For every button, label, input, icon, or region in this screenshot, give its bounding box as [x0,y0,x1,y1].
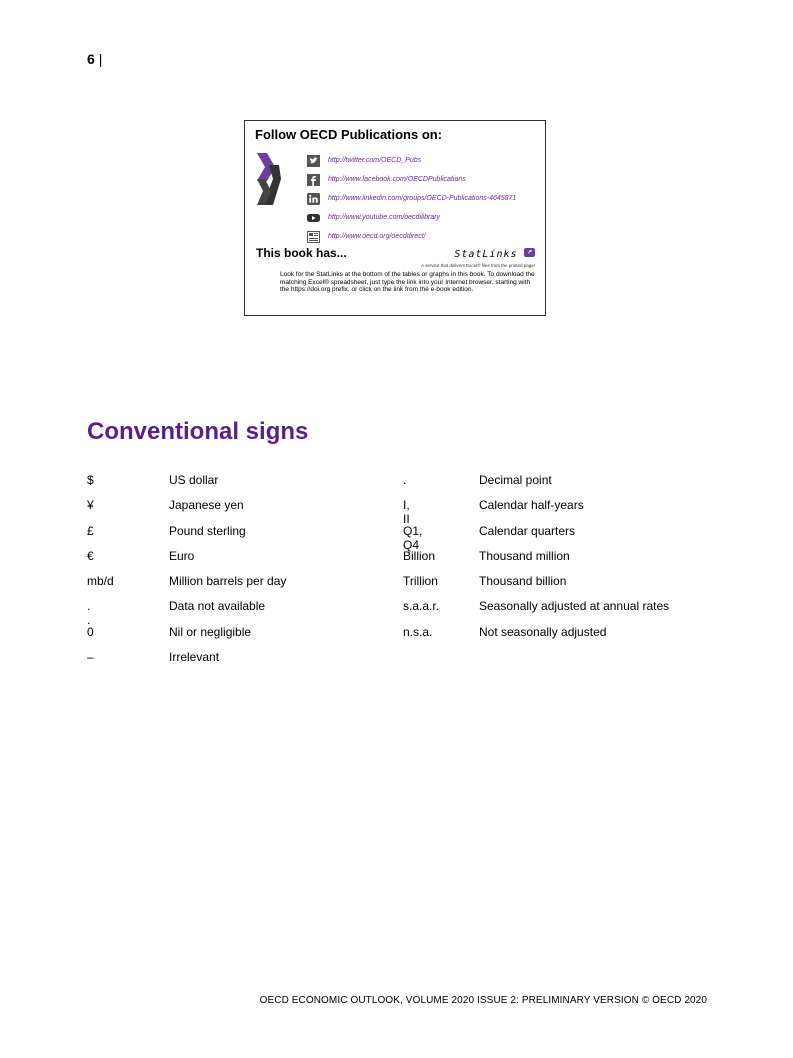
sign-meaning: Nil or negligible [169,624,252,639]
statlinks-description: Look for the StatLinks at the bottom of the tables or graphs in this book. To download the matching Excel® spreadsheet, just type the link into your Internet browser, starting with the https://doi.org prefix, or click on the link from the e-book edition. [280,271,535,293]
sign-symbol: $ [87,473,94,487]
sign-meaning: Thousand billion [479,574,567,589]
statlinks-name: StatLinks [454,249,518,260]
sign-symbol: – [87,650,94,665]
section-title: Conventional signs [87,418,309,445]
social-link-row[interactable] [307,170,516,189]
sign-meaning: Calendar quarters [479,523,576,538]
page-number-value: 6 [87,51,95,67]
sign-symbol: € [87,548,94,563]
linkedin-icon [307,193,320,205]
page-number [87,51,102,67]
sign-symbol: Trillion [403,574,438,589]
sign-symbol: I, II [403,498,410,527]
sign-symbol: s.a.a.r. [403,599,440,614]
page-footer: OECD ECONOMIC OUTLOOK, VOLUME 2020 ISSUE 2: PRELIMINARY VERSION © OECD 2020 [259,995,707,1006]
sign-symbol: . [403,473,407,487]
sign-symbol: Billion [403,548,436,563]
statlinks-tagline: A service that delivers Excel® files from the printed page! [421,263,535,268]
facebook-icon [307,174,320,186]
sign-meaning: Not seasonally adjusted [479,624,607,639]
sign-symbol: mb/d [87,574,114,589]
follow-oecd-box [244,120,546,316]
facebook-link[interactable]: http://www.facebook.com/OECDPublications [328,176,466,183]
oecd-logo-icon [255,151,283,207]
page-separator: | [98,51,103,67]
linkedin-link[interactable]: http://www.linkedin.com/groups/OECD-Publications-4645871 [328,195,517,202]
sign-meaning: Decimal point [479,473,552,487]
sign-meaning: Seasonally adjusted at annual rates [479,599,670,614]
youtube-link[interactable]: http://www.youtube.com/oecdilibrary [328,214,441,221]
sign-meaning: Irrelevant [169,650,220,665]
oecd-direct-link[interactable]: http://www.oecd.org/oecddirect/ [328,233,426,240]
sign-meaning: Calendar half-years [479,498,584,513]
sign-symbol: Q1, Q4 [403,523,423,552]
sign-meaning: Pound sterling [169,523,246,538]
social-links [307,151,516,246]
sign-meaning: Japanese yen [169,498,244,513]
statlinks-brand [421,244,535,268]
social-link-row[interactable] [307,151,516,170]
sign-symbol: £ [87,523,94,538]
sign-symbol: 0 [87,624,94,639]
sign-meaning: US dollar [169,473,219,487]
sign-symbol: ¥ [87,498,94,513]
youtube-icon [307,212,320,224]
sign-meaning: Euro [169,548,195,563]
sign-meaning: Data not available [169,599,266,614]
sign-symbol: . . [87,599,91,628]
social-link-row[interactable] [307,208,516,227]
sign-symbol: n.s.a. [403,624,433,639]
twitter-icon [307,155,320,167]
oecd-alerts-icon [307,231,320,243]
twitter-link[interactable]: http://twitter.com/OECD_Pubs [328,157,422,164]
follow-title: Follow OECD Publications on: [255,127,443,142]
book-has-heading: This book has... [256,246,347,260]
statlinks-badge-icon: ↗ [524,248,535,257]
sign-meaning: Thousand million [479,548,570,563]
social-link-row[interactable] [307,189,516,208]
sign-meaning: Million barrels per day [169,574,287,589]
